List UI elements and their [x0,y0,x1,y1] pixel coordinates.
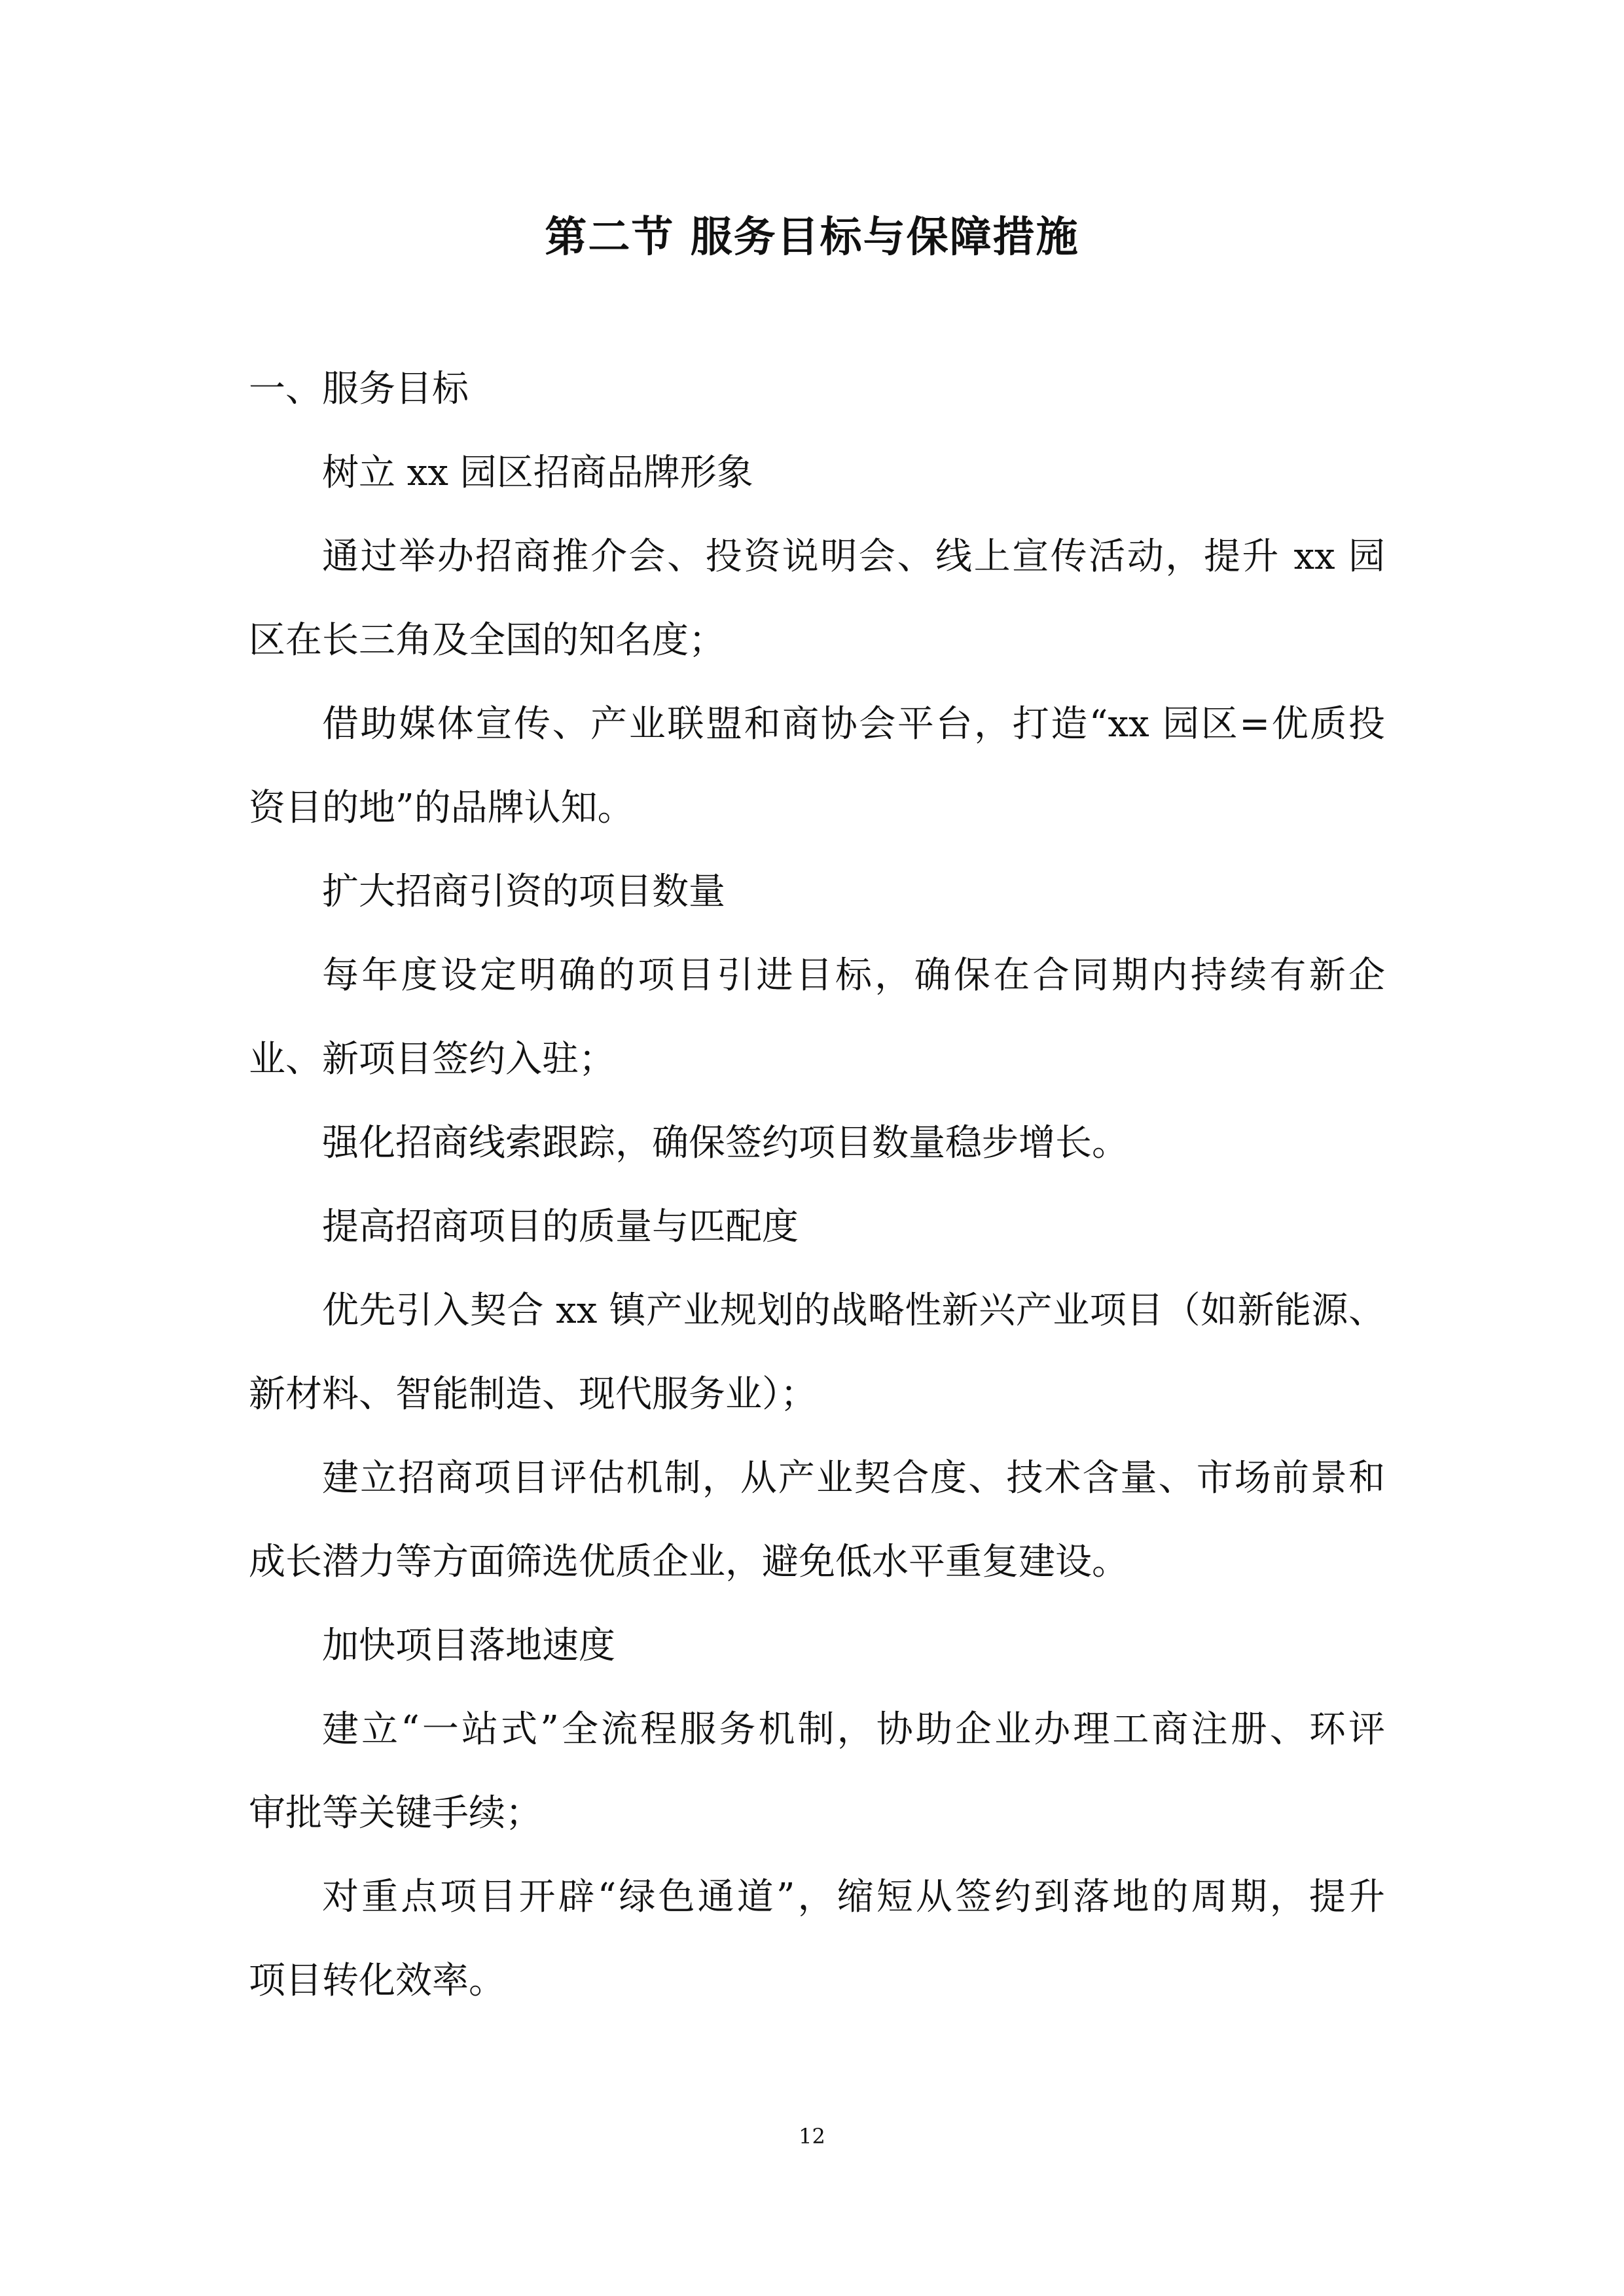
paragraph-line: 项目转化效率。 [249,1960,505,2002]
paragraph-line: 区在长三角及全国的知名度； [249,619,725,662]
goal-heading-quality: 提高招商项目的质量与匹配度 [322,1206,799,1248]
paragraph-line: 强化招商线索跟踪，确保签约项目数量稳步增长。 [322,1122,1128,1164]
paragraph-line: 对重点项目开辟“绿色通道”，缩短从签约到落地的周期，提升 [322,1876,1385,1918]
paragraph-line: 每年度设定明确的项目引进目标，确保在合同期内持续有新企 [322,954,1385,997]
paragraph-line: 借助媒体宣传、产业联盟和商协会平台，打造“xx 园区=优质投 [322,703,1386,745]
page-number: 12 [799,2124,825,2149]
page-title: 第二节 服务目标与保障措施 [545,213,1079,262]
goal-heading-brand: 树立 xx 园区招商品牌形象 [322,452,753,494]
goal-heading-speed: 加快项目落地速度 [322,1624,615,1667]
paragraph-line: 建立招商项目评估机制，从产业契合度、技术含量、市场前景和 [322,1457,1385,1499]
paragraph-line: 优先引入契合 xx 镇产业规划的战略性新兴产业项目（如新能源、 [322,1289,1385,1332]
paragraph-line: 审批等关键手续； [249,1792,542,1835]
paragraph-line: 通过举办招商推介会、投资说明会、线上宣传活动，提升 xx 园 [322,535,1385,578]
section-heading: 一、服务目标 [249,368,469,410]
paragraph-line: 资目的地”的品牌认知。 [249,787,634,829]
paragraph-line: 成长潜力等方面筛选优质企业，避免低水平重复建设。 [249,1541,1128,1583]
paragraph-line: 业、新项目签约入驻； [249,1038,615,1081]
goal-heading-quantity: 扩大招商引资的项目数量 [322,870,725,913]
paragraph-line: 建立“一站式”全流程服务机制，协助企业办理工商注册、环评 [322,1708,1385,1751]
paragraph-line: 新材料、智能制造、现代服务业）； [249,1373,817,1416]
